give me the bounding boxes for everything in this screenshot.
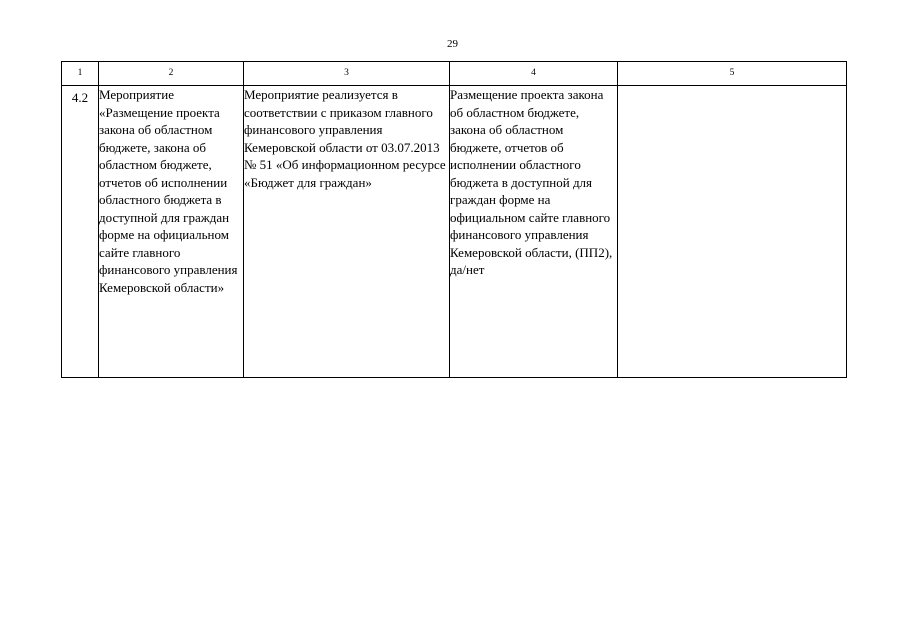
column-header-4: 4 xyxy=(450,62,618,86)
row-number: 4.2 xyxy=(71,90,89,105)
row-number-cell xyxy=(62,86,99,378)
column-header-1: 1 xyxy=(62,62,99,86)
column-header-5: 5 xyxy=(618,62,847,86)
table-header-row xyxy=(62,62,847,86)
activity-cell xyxy=(99,86,244,378)
indicator-cell xyxy=(450,86,618,378)
column-header-3: 3 xyxy=(244,62,450,86)
table-row xyxy=(62,86,847,378)
basis-text: Мероприятие реализуется в соответствии с приказом главного финансового управления Кемеровской области от 03.07.2013 № 51 «Об информационном ресурсе «Бюджет для граждан» xyxy=(244,87,446,190)
indicator-text: Размещение проекта закона об областном бюджете, закона об областном бюджете, отчетов об исполнении областного бюджета в доступной для граждан форме на официальном сайте главного финансового управления Кемеровской области, (ПП2), да/нет xyxy=(450,87,613,277)
page-number: 29 xyxy=(447,38,458,50)
basis-cell xyxy=(244,86,450,378)
column-5-cell xyxy=(618,86,847,378)
program-activities-table xyxy=(61,61,847,378)
activity-text: Мероприятие «Размещение проекта закона об областном бюджете, закона об областном бюджете, отчетов об исполнении областного бюджета в доступной для граждан форме на официальном сайте главного финансового управления Кемеровской области» xyxy=(99,87,238,295)
column-header-2: 2 xyxy=(99,62,244,86)
